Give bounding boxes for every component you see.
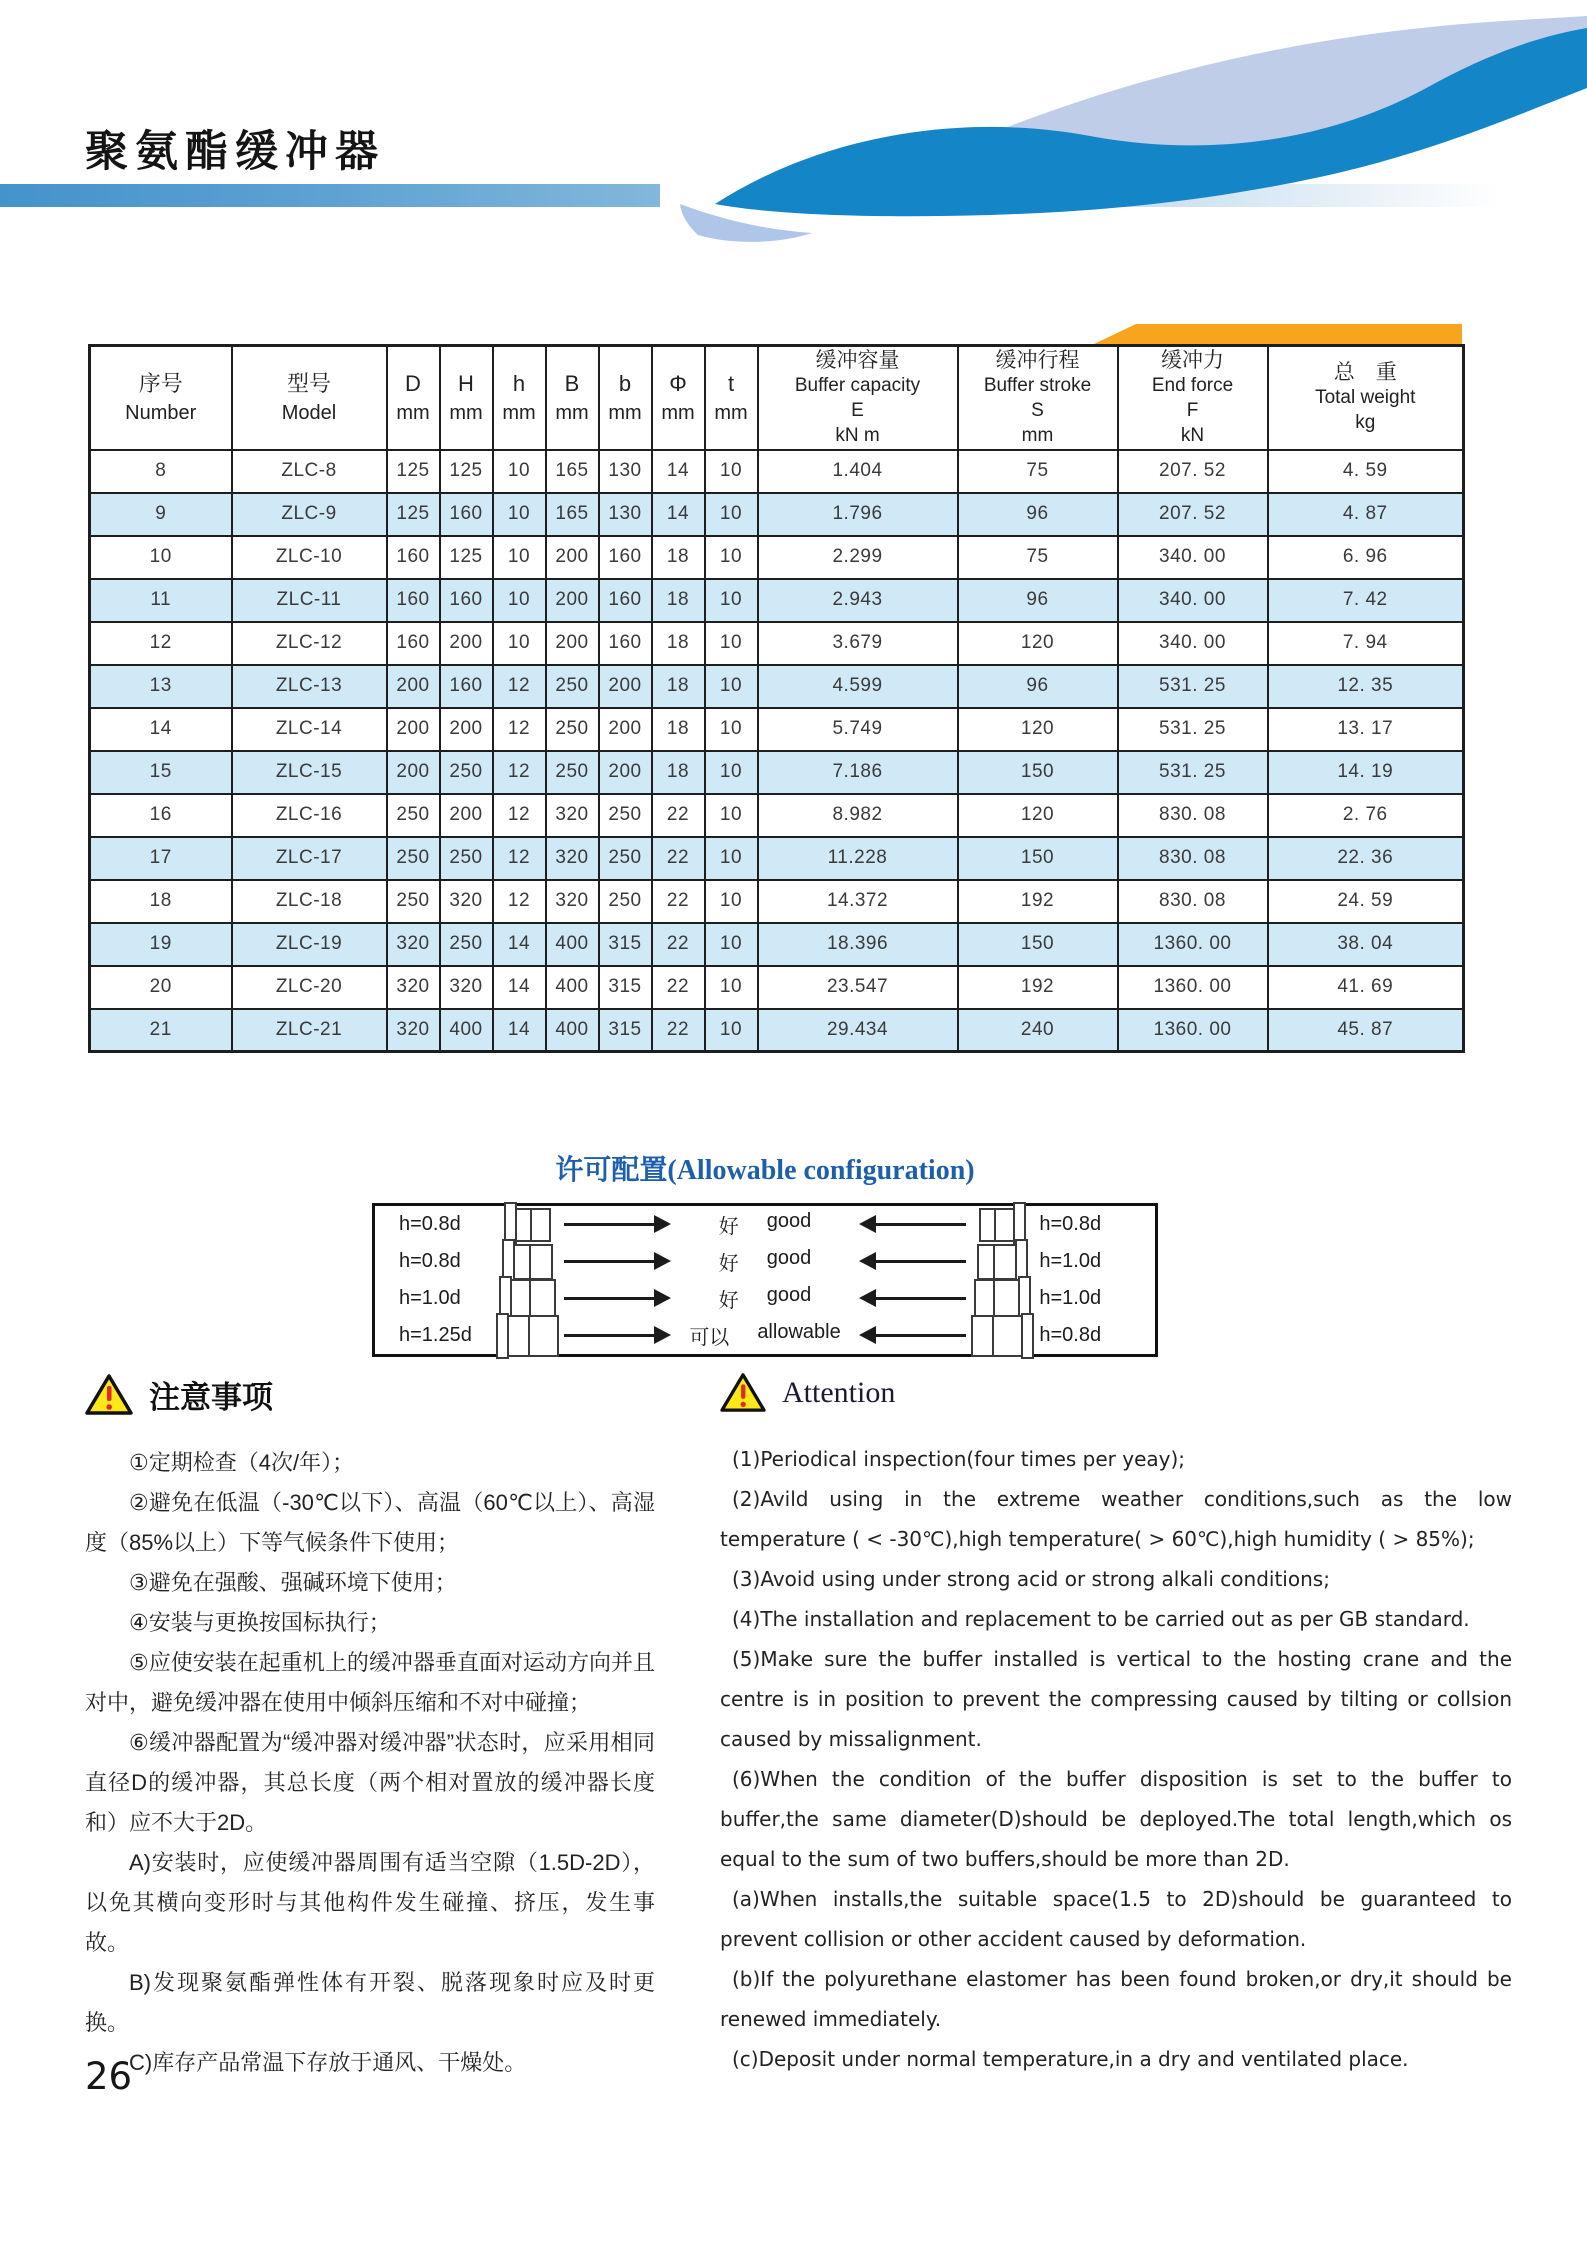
table-cell: 4. 59 xyxy=(1268,450,1464,493)
table-cell: 150 xyxy=(958,751,1118,794)
config-row xyxy=(375,1317,1155,1354)
col-header-number: 序号 Number xyxy=(90,346,232,450)
verdict-zh: 好 xyxy=(718,1253,739,1275)
table-cell: 12 xyxy=(493,751,546,794)
verdict-en: good xyxy=(766,1247,812,1269)
warning-icon xyxy=(85,1373,133,1416)
table-cell: 192 xyxy=(958,966,1118,1009)
table-cell: 13. 17 xyxy=(1268,708,1464,751)
table-cell: 250 xyxy=(387,794,440,837)
table-cell: 160 xyxy=(440,665,493,708)
table-cell: ZLC-15 xyxy=(232,751,387,794)
table-cell: 200 xyxy=(387,708,440,751)
table-cell: 320 xyxy=(387,966,440,1009)
table-cell: 2. 76 xyxy=(1268,794,1464,837)
table-cell: 4. 87 xyxy=(1268,493,1464,536)
config-section-title: 许可配置(Allowable configuration) xyxy=(555,1155,975,1186)
left-height-label: h=0.8d xyxy=(399,1213,461,1235)
table-row xyxy=(90,708,1464,751)
note-paragraph: ⑥缓冲器配置为“缓冲器对缓冲器”状态时，应采用相同直径D的缓冲器，其总长度（两个相对置放的缓冲器长度和）应不大于2D。 xyxy=(85,1730,655,1835)
note-paragraph: (1)Periodical inspection(four times per yeay); xyxy=(732,1447,1186,1471)
buffer-icon xyxy=(971,1313,1034,1359)
table-cell: 340. 00 xyxy=(1118,536,1268,579)
note-paragraph: A)安装时，应使缓冲器周围有适当空隙（1.5D-2D），以免其横向变形时与其他构件发生碰撞、挤压，发生事故。 xyxy=(85,1850,655,1955)
col-header-B: B mm xyxy=(546,346,599,450)
table-row xyxy=(90,536,1464,579)
table-cell: 22 xyxy=(652,1009,705,1052)
table-cell: 18 xyxy=(652,751,705,794)
table-cell: 250 xyxy=(387,837,440,880)
col-header-weight: 总 重 Total weight kg xyxy=(1268,346,1464,450)
table-cell: 10 xyxy=(705,751,758,794)
config-row xyxy=(375,1280,1155,1317)
table-row xyxy=(90,794,1464,837)
table-cell: 400 xyxy=(546,966,599,1009)
table-cell: 6. 96 xyxy=(1268,536,1464,579)
note-paragraph: (a)When installs,the suitable space(1.5 to 2D)should be guaranteed to prevent collision or other accident caused by deformation. xyxy=(720,1887,1512,1951)
table-cell: 320 xyxy=(546,794,599,837)
arrow-right-icon xyxy=(564,1334,656,1338)
left-height-label: h=1.25d xyxy=(399,1324,472,1346)
table-cell: 10 xyxy=(493,579,546,622)
notes-chinese-header xyxy=(85,1372,655,1417)
buffer-icon xyxy=(496,1313,559,1359)
table-cell: ZLC-14 xyxy=(232,708,387,751)
table-cell: 200 xyxy=(599,751,652,794)
table-cell: 12 xyxy=(493,880,546,923)
arrow-left-icon xyxy=(874,1334,966,1338)
table-cell: 20 xyxy=(90,966,232,1009)
table-cell: 320 xyxy=(387,923,440,966)
right-height-label: h=0.8d xyxy=(1039,1213,1102,1235)
table-cell: 120 xyxy=(958,622,1118,665)
table-cell: ZLC-19 xyxy=(232,923,387,966)
arrow-left-icon xyxy=(874,1260,966,1264)
table-cell: 2.299 xyxy=(758,536,958,579)
col-header-stroke: 缓冲行程 Buffer stroke S mm xyxy=(958,346,1118,450)
table-cell: 12 xyxy=(493,665,546,708)
table-cell: 400 xyxy=(546,1009,599,1052)
table-cell: 18 xyxy=(90,880,232,923)
table-cell: 10 xyxy=(493,450,546,493)
table-cell: 531. 25 xyxy=(1118,751,1268,794)
table-row xyxy=(90,493,1464,536)
table-cell: 1360. 00 xyxy=(1118,966,1268,1009)
arrow-left-icon xyxy=(874,1223,966,1227)
table-header-row xyxy=(90,346,1464,450)
table-cell: 96 xyxy=(958,665,1118,708)
col-header-force: 缓冲力 End force F kN xyxy=(1118,346,1268,450)
table-cell: 320 xyxy=(546,837,599,880)
table-cell: 12 xyxy=(493,708,546,751)
table-cell: 10 xyxy=(705,665,758,708)
table-row xyxy=(90,923,1464,966)
table-cell: ZLC-11 xyxy=(232,579,387,622)
table-cell: 10 xyxy=(90,536,232,579)
notes-english-header xyxy=(720,1372,1512,1413)
table-cell: 150 xyxy=(958,923,1118,966)
arrow-right-icon xyxy=(564,1297,656,1301)
note-paragraph: B)发现聚氨酯弹性体有开裂、脱落现象时应及时更换。 xyxy=(85,1970,655,2035)
table-cell: 160 xyxy=(387,536,440,579)
table-cell: 250 xyxy=(440,751,493,794)
table-cell: 200 xyxy=(387,751,440,794)
left-height-label: h=0.8d xyxy=(399,1250,461,1272)
table-cell: 5.749 xyxy=(758,708,958,751)
table-cell: ZLC-18 xyxy=(232,880,387,923)
table-cell: 14 xyxy=(652,450,705,493)
note-paragraph: ③避免在强酸、强碱环境下使用； xyxy=(129,1570,457,1595)
table-cell: 7. 42 xyxy=(1268,579,1464,622)
config-row xyxy=(375,1206,1155,1243)
table-cell: 18 xyxy=(652,536,705,579)
table-row xyxy=(90,751,1464,794)
table-cell: 18 xyxy=(652,665,705,708)
table-cell: 200 xyxy=(387,665,440,708)
table-cell: 14. 19 xyxy=(1268,751,1464,794)
table-cell: 531. 25 xyxy=(1118,665,1268,708)
table-cell: 2.943 xyxy=(758,579,958,622)
note-paragraph: (3)Avoid using under strong acid or strong alkali conditions; xyxy=(732,1567,1330,1591)
table-corner-banner xyxy=(1094,324,1462,344)
table-cell: 165 xyxy=(546,450,599,493)
page-number: 26 xyxy=(85,2055,133,2098)
note-paragraph: (5)Make sure the buffer installed is vertical to the hosting crane and the centre is in position to prevent the compressing caused by tilting or collsion caused by missalignment. xyxy=(720,1647,1512,1751)
table-cell: ZLC-16 xyxy=(232,794,387,837)
table-row xyxy=(90,579,1464,622)
note-paragraph: (6)When the condition of the buffer disposition is set to the buffer to buffer,the same diameter(D)should be deployed.The total length,which os equal to the sum of two buffers,should be more than 2D. xyxy=(720,1767,1512,1871)
col-header-model: 型号 Model xyxy=(232,346,387,450)
table-cell: 531. 25 xyxy=(1118,708,1268,751)
table-cell: ZLC-20 xyxy=(232,966,387,1009)
table-cell: 315 xyxy=(599,923,652,966)
table-cell: 830. 08 xyxy=(1118,880,1268,923)
table-cell: 14.372 xyxy=(758,880,958,923)
left-height-label: h=1.0d xyxy=(399,1287,461,1309)
table-cell: 160 xyxy=(387,579,440,622)
col-header-h: h mm xyxy=(493,346,546,450)
table-cell: 250 xyxy=(546,708,599,751)
note-paragraph: (4)The installation and replacement to be carried out as per GB standard. xyxy=(732,1607,1470,1631)
note-paragraph: (2)Avild using in the extreme weather conditions,such as the low temperature ( < -30℃),high temperature( > 60℃),high humidity ( > 85%); xyxy=(720,1487,1512,1551)
table-cell: 250 xyxy=(546,665,599,708)
table-cell: 41. 69 xyxy=(1268,966,1464,1009)
table-cell: 120 xyxy=(958,794,1118,837)
table-cell: 207. 52 xyxy=(1118,450,1268,493)
table-cell: 160 xyxy=(599,536,652,579)
notes-chinese xyxy=(85,1372,655,2083)
table-cell: 120 xyxy=(958,708,1118,751)
col-header-phi: Φ mm xyxy=(652,346,705,450)
table-cell: 23.547 xyxy=(758,966,958,1009)
table-cell: 160 xyxy=(387,622,440,665)
table-cell: 11.228 xyxy=(758,837,958,880)
table-cell: 10 xyxy=(705,794,758,837)
table-cell: 10 xyxy=(705,536,758,579)
header-swoosh-graphic xyxy=(660,16,1587,244)
table-cell: 250 xyxy=(387,880,440,923)
table-cell: 12 xyxy=(90,622,232,665)
table-cell: 340. 00 xyxy=(1118,622,1268,665)
notes-chinese-title: 注意事项 xyxy=(149,1380,273,1415)
table-cell: 1.796 xyxy=(758,493,958,536)
table-cell: 22 xyxy=(652,880,705,923)
col-header-b: b mm xyxy=(599,346,652,450)
table-cell: 21 xyxy=(90,1009,232,1052)
table-cell: 1360. 00 xyxy=(1118,1009,1268,1052)
note-paragraph: (c)Deposit under normal temperature,in a dry and ventilated place. xyxy=(732,2047,1409,2071)
table-row xyxy=(90,880,1464,923)
table-cell: ZLC-21 xyxy=(232,1009,387,1052)
table-cell: 315 xyxy=(599,1009,652,1052)
right-height-label: h=1.0d xyxy=(1039,1250,1102,1272)
note-paragraph: ①定期检查（4次/年）； xyxy=(129,1450,355,1475)
table-cell: 320 xyxy=(440,966,493,1009)
table-cell: 130 xyxy=(599,493,652,536)
table-cell: 150 xyxy=(958,837,1118,880)
table-cell: 12 xyxy=(493,794,546,837)
note-paragraph: ②避免在低温（-30℃以下）、高温（60℃以上）、高湿度（85%以上）下等气候条件下使用； xyxy=(85,1490,655,1555)
note-paragraph: ④安装与更换按国标执行； xyxy=(129,1610,391,1635)
table-cell: 3.679 xyxy=(758,622,958,665)
table-cell: 11 xyxy=(90,579,232,622)
table-cell: 10 xyxy=(705,579,758,622)
notes-english-title: Attention xyxy=(782,1375,896,1409)
table-cell: 22 xyxy=(652,966,705,1009)
table-row xyxy=(90,622,1464,665)
config-row xyxy=(375,1243,1155,1280)
table-cell: 18.396 xyxy=(758,923,958,966)
verdict-en: good xyxy=(766,1284,812,1306)
table-cell: 10 xyxy=(705,837,758,880)
table-cell: 830. 08 xyxy=(1118,837,1268,880)
arrow-right-icon xyxy=(564,1260,656,1264)
table-cell: 160 xyxy=(599,622,652,665)
table-cell: 22 xyxy=(652,923,705,966)
table-cell: 830. 08 xyxy=(1118,794,1268,837)
table-cell: 22 xyxy=(652,794,705,837)
verdict-en: allowable xyxy=(757,1321,841,1343)
table-cell: 400 xyxy=(440,1009,493,1052)
table-cell: ZLC-13 xyxy=(232,665,387,708)
note-paragraph: ⑤应使安装在起重机上的缓冲器垂直面对运动方向并且对中，避免缓冲器在使用中倾斜压缩和不对中碰撞； xyxy=(85,1650,655,1715)
table-cell: 75 xyxy=(958,536,1118,579)
table-cell: 250 xyxy=(440,923,493,966)
table-row xyxy=(90,837,1464,880)
table-row xyxy=(90,665,1464,708)
table-cell: 320 xyxy=(546,880,599,923)
verdict-zh: 好 xyxy=(718,1290,739,1312)
table-cell: 1.404 xyxy=(758,450,958,493)
verdict-zh: 好 xyxy=(718,1216,739,1238)
table-cell: 10 xyxy=(705,622,758,665)
table-cell: 250 xyxy=(546,751,599,794)
verdict-en: good xyxy=(766,1210,812,1232)
table-cell: 10 xyxy=(705,708,758,751)
col-header-D: D mm xyxy=(387,346,440,450)
config-box xyxy=(372,1203,1158,1357)
table-cell: 400 xyxy=(546,923,599,966)
table-cell: 10 xyxy=(705,966,758,1009)
table-cell: 125 xyxy=(387,450,440,493)
table-cell: 10 xyxy=(705,493,758,536)
table-cell: 14 xyxy=(493,966,546,1009)
table-cell: 17 xyxy=(90,837,232,880)
table-cell: 200 xyxy=(440,622,493,665)
table-cell: 15 xyxy=(90,751,232,794)
table-cell: 14 xyxy=(493,923,546,966)
table-cell: 18 xyxy=(652,579,705,622)
table-cell: 10 xyxy=(493,536,546,579)
table-cell: 13 xyxy=(90,665,232,708)
table-cell: 24. 59 xyxy=(1268,880,1464,923)
table-cell: 45. 87 xyxy=(1268,1009,1464,1052)
table-cell: 10 xyxy=(705,450,758,493)
table-cell: 125 xyxy=(440,450,493,493)
table-cell: 1360. 00 xyxy=(1118,923,1268,966)
table-cell: 125 xyxy=(387,493,440,536)
table-cell: 96 xyxy=(958,579,1118,622)
table-cell: 160 xyxy=(440,493,493,536)
table-cell: 200 xyxy=(440,794,493,837)
table-cell: 4.599 xyxy=(758,665,958,708)
note-paragraph: C)库存产品常温下存放于通风、干燥处。 xyxy=(129,2050,527,2075)
table-cell: 250 xyxy=(599,837,652,880)
right-height-label: h=1.0d xyxy=(1039,1287,1102,1309)
arrow-right-icon xyxy=(564,1223,656,1227)
table-cell: 10 xyxy=(493,622,546,665)
table-cell: 250 xyxy=(599,880,652,923)
table-cell: 7. 94 xyxy=(1268,622,1464,665)
page-title: 聚氨酯缓冲器 xyxy=(85,127,385,177)
table-cell: 315 xyxy=(599,966,652,1009)
col-header-t: t mm xyxy=(705,346,758,450)
table-cell: ZLC-9 xyxy=(232,493,387,536)
table-cell: 10 xyxy=(493,493,546,536)
table-row xyxy=(90,1009,1464,1052)
table-cell: 160 xyxy=(599,579,652,622)
table-cell: 12. 35 xyxy=(1268,665,1464,708)
table-cell: 16 xyxy=(90,794,232,837)
table-cell: 14 xyxy=(652,493,705,536)
table-cell: 200 xyxy=(440,708,493,751)
table-cell: 18 xyxy=(652,708,705,751)
table-cell: 160 xyxy=(440,579,493,622)
table-cell: 12 xyxy=(493,837,546,880)
table-cell: 29.434 xyxy=(758,1009,958,1052)
table-cell: 250 xyxy=(599,794,652,837)
right-height-label: h=0.8d xyxy=(1039,1324,1102,1346)
table-cell: 22. 36 xyxy=(1268,837,1464,880)
table-cell: 165 xyxy=(546,493,599,536)
table-cell: 7.186 xyxy=(758,751,958,794)
table-cell: 9 xyxy=(90,493,232,536)
table-cell: 200 xyxy=(599,665,652,708)
table-cell: ZLC-12 xyxy=(232,622,387,665)
table-cell: 10 xyxy=(705,923,758,966)
table-cell: 22 xyxy=(652,837,705,880)
table-cell: 340. 00 xyxy=(1118,579,1268,622)
note-paragraph: (b)If the polyurethane elastomer has been found broken,or dry,it should be renewed immediately. xyxy=(720,1967,1512,2031)
table-cell: 18 xyxy=(652,622,705,665)
col-header-capacity: 缓冲容量 Buffer capacity E kN m xyxy=(758,346,958,450)
table-cell: 14 xyxy=(493,1009,546,1052)
table-cell: 8 xyxy=(90,450,232,493)
table-cell: 200 xyxy=(599,708,652,751)
table-cell: 10 xyxy=(705,880,758,923)
table-cell: 200 xyxy=(546,622,599,665)
notes-english xyxy=(720,1372,1512,2079)
table-cell: 200 xyxy=(546,579,599,622)
table-cell: ZLC-17 xyxy=(232,837,387,880)
table-cell: 240 xyxy=(958,1009,1118,1052)
table-cell: 207. 52 xyxy=(1118,493,1268,536)
table-cell: 320 xyxy=(440,880,493,923)
table-cell: 250 xyxy=(440,837,493,880)
table-cell: 19 xyxy=(90,923,232,966)
col-header-H: H mm xyxy=(440,346,493,450)
table-cell: 14 xyxy=(90,708,232,751)
table-cell: ZLC-8 xyxy=(232,450,387,493)
warning-icon xyxy=(720,1372,766,1413)
table-cell: 75 xyxy=(958,450,1118,493)
table-cell: 10 xyxy=(705,1009,758,1052)
table-cell: ZLC-10 xyxy=(232,536,387,579)
table-cell: 125 xyxy=(440,536,493,579)
arrow-left-icon xyxy=(874,1297,966,1301)
table-cell: 96 xyxy=(958,493,1118,536)
table-cell: 320 xyxy=(387,1009,440,1052)
table-cell: 38. 04 xyxy=(1268,923,1464,966)
spec-table xyxy=(88,344,1465,1053)
table-cell: 8.982 xyxy=(758,794,958,837)
table-cell: 192 xyxy=(958,880,1118,923)
verdict-zh: 可以 xyxy=(689,1327,730,1349)
table-row xyxy=(90,966,1464,1009)
table-cell: 200 xyxy=(546,536,599,579)
table-row xyxy=(90,450,1464,493)
table-cell: 130 xyxy=(599,450,652,493)
